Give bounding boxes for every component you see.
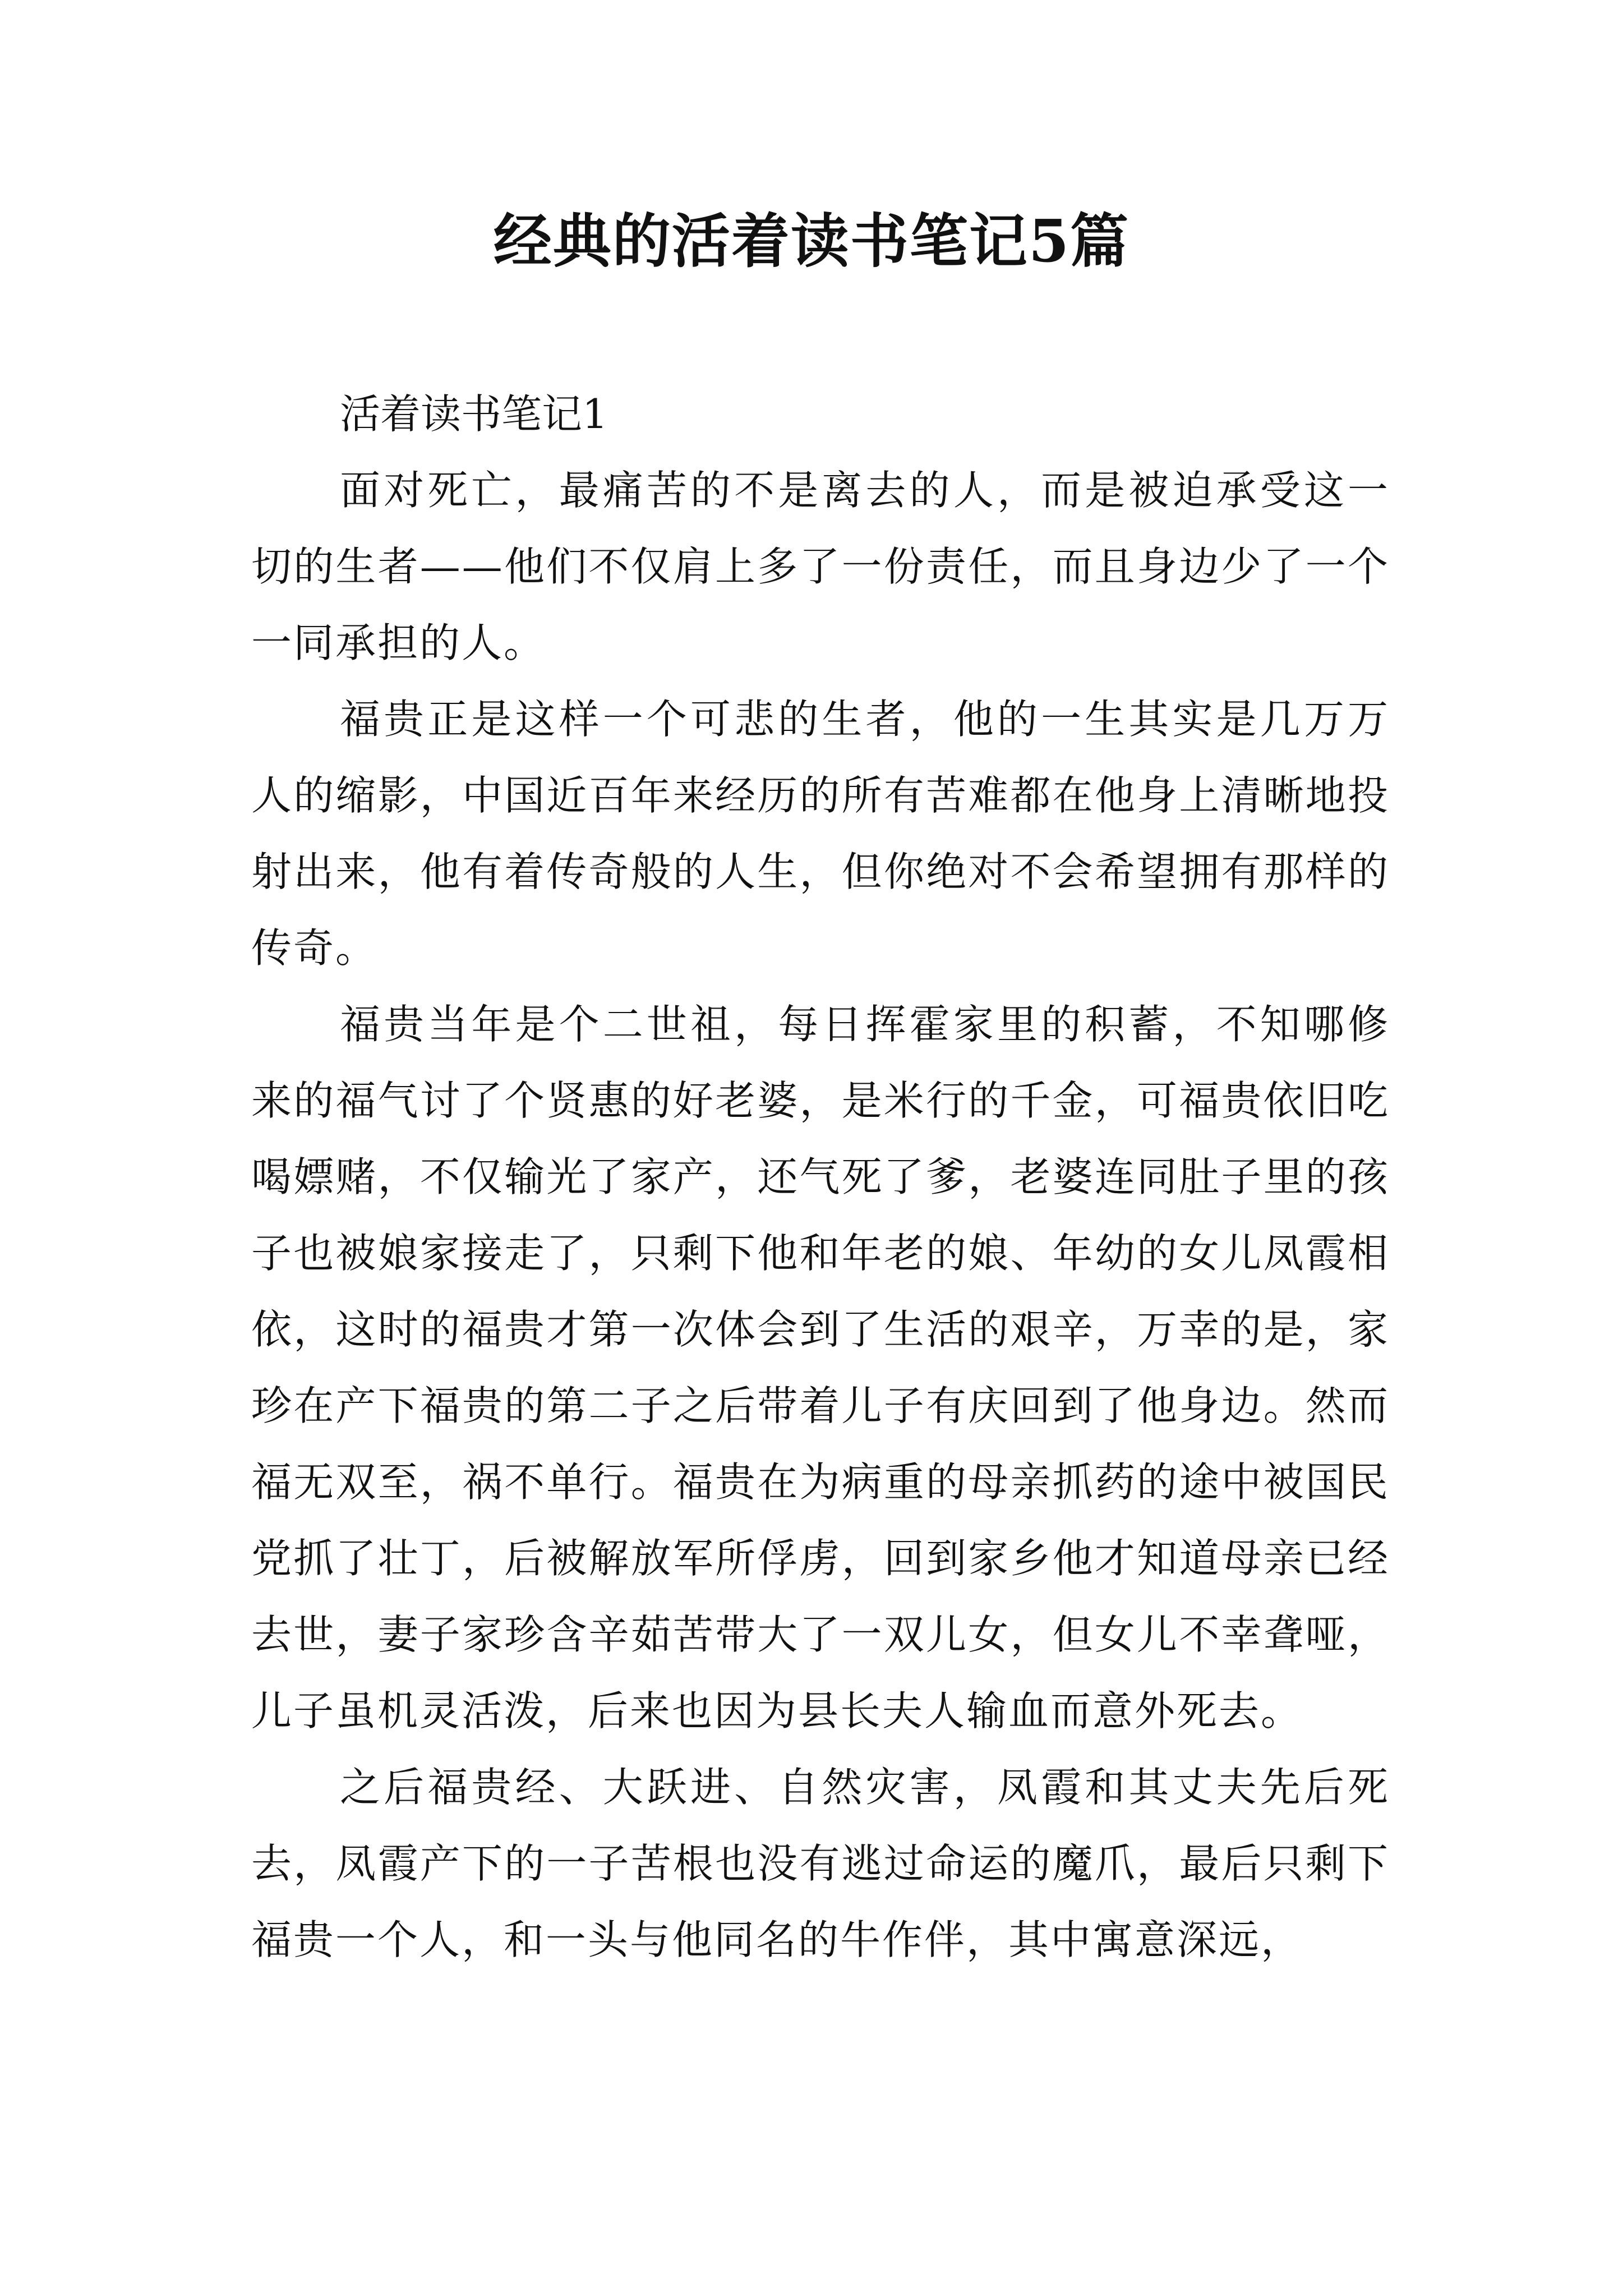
paragraph-3: 福贵当年是个二世祖，每日挥霍家里的积蓄，不知哪修来的福气讨了个贤惠的好老婆，是米行的千金，可福贵依旧吃喝嫖赌，不仅输光了家产，还气死了爹，老婆连同肚子里的孩子也被娘家接走了，只剩下他和年老的娘、年幼的女儿凤霞相依，这时的福贵才第一次体会到了生活的艰辛，万幸的是，家珍在产下福贵的第二子之后带着儿子有庆回到了他身边。然而福无双至，祸不单行。福贵在为病重的母亲抓药的途中被国民党抓了壮丁，后被解放军所俘虏，回到家乡他才知道母亲已经去世，妻子家珍含辛茹苦带大了一双儿女，但女儿不幸聋哑，儿子虽机灵活泼，后来也因为县长夫人输血而意外死去。 [251, 1001, 1390, 1734]
paragraph-4: 之后福贵经、大跃进、自然灾害，凤霞和其丈夫先后死去，凤霞产下的一子苦根也没有逃过命运的魔爪，最后只剩下福贵一个人，和一头与他同名的牛作伴，其中寓意深远， [251, 1764, 1390, 1963]
section-heading: 活着读书笔记1 [340, 390, 608, 438]
document-body [251, 376, 1390, 1978]
paragraph-1: 面对死亡，最痛苦的不是离去的人，而是被迫承受这一切的生者——他们不仅肩上多了一份责任，而且身边少了一个一同承担的人。 [251, 467, 1390, 666]
document-title: 经典的活着读书笔记5篇 [493, 206, 1130, 275]
paragraph-2: 福贵正是这样一个可悲的生者，他的一生其实是几万万人的缩影，中国近百年来经历的所有苦难都在他身上清晰地投射出来，他有着传奇般的人生，但你绝对不会希望拥有那样的传奇。 [251, 696, 1390, 972]
